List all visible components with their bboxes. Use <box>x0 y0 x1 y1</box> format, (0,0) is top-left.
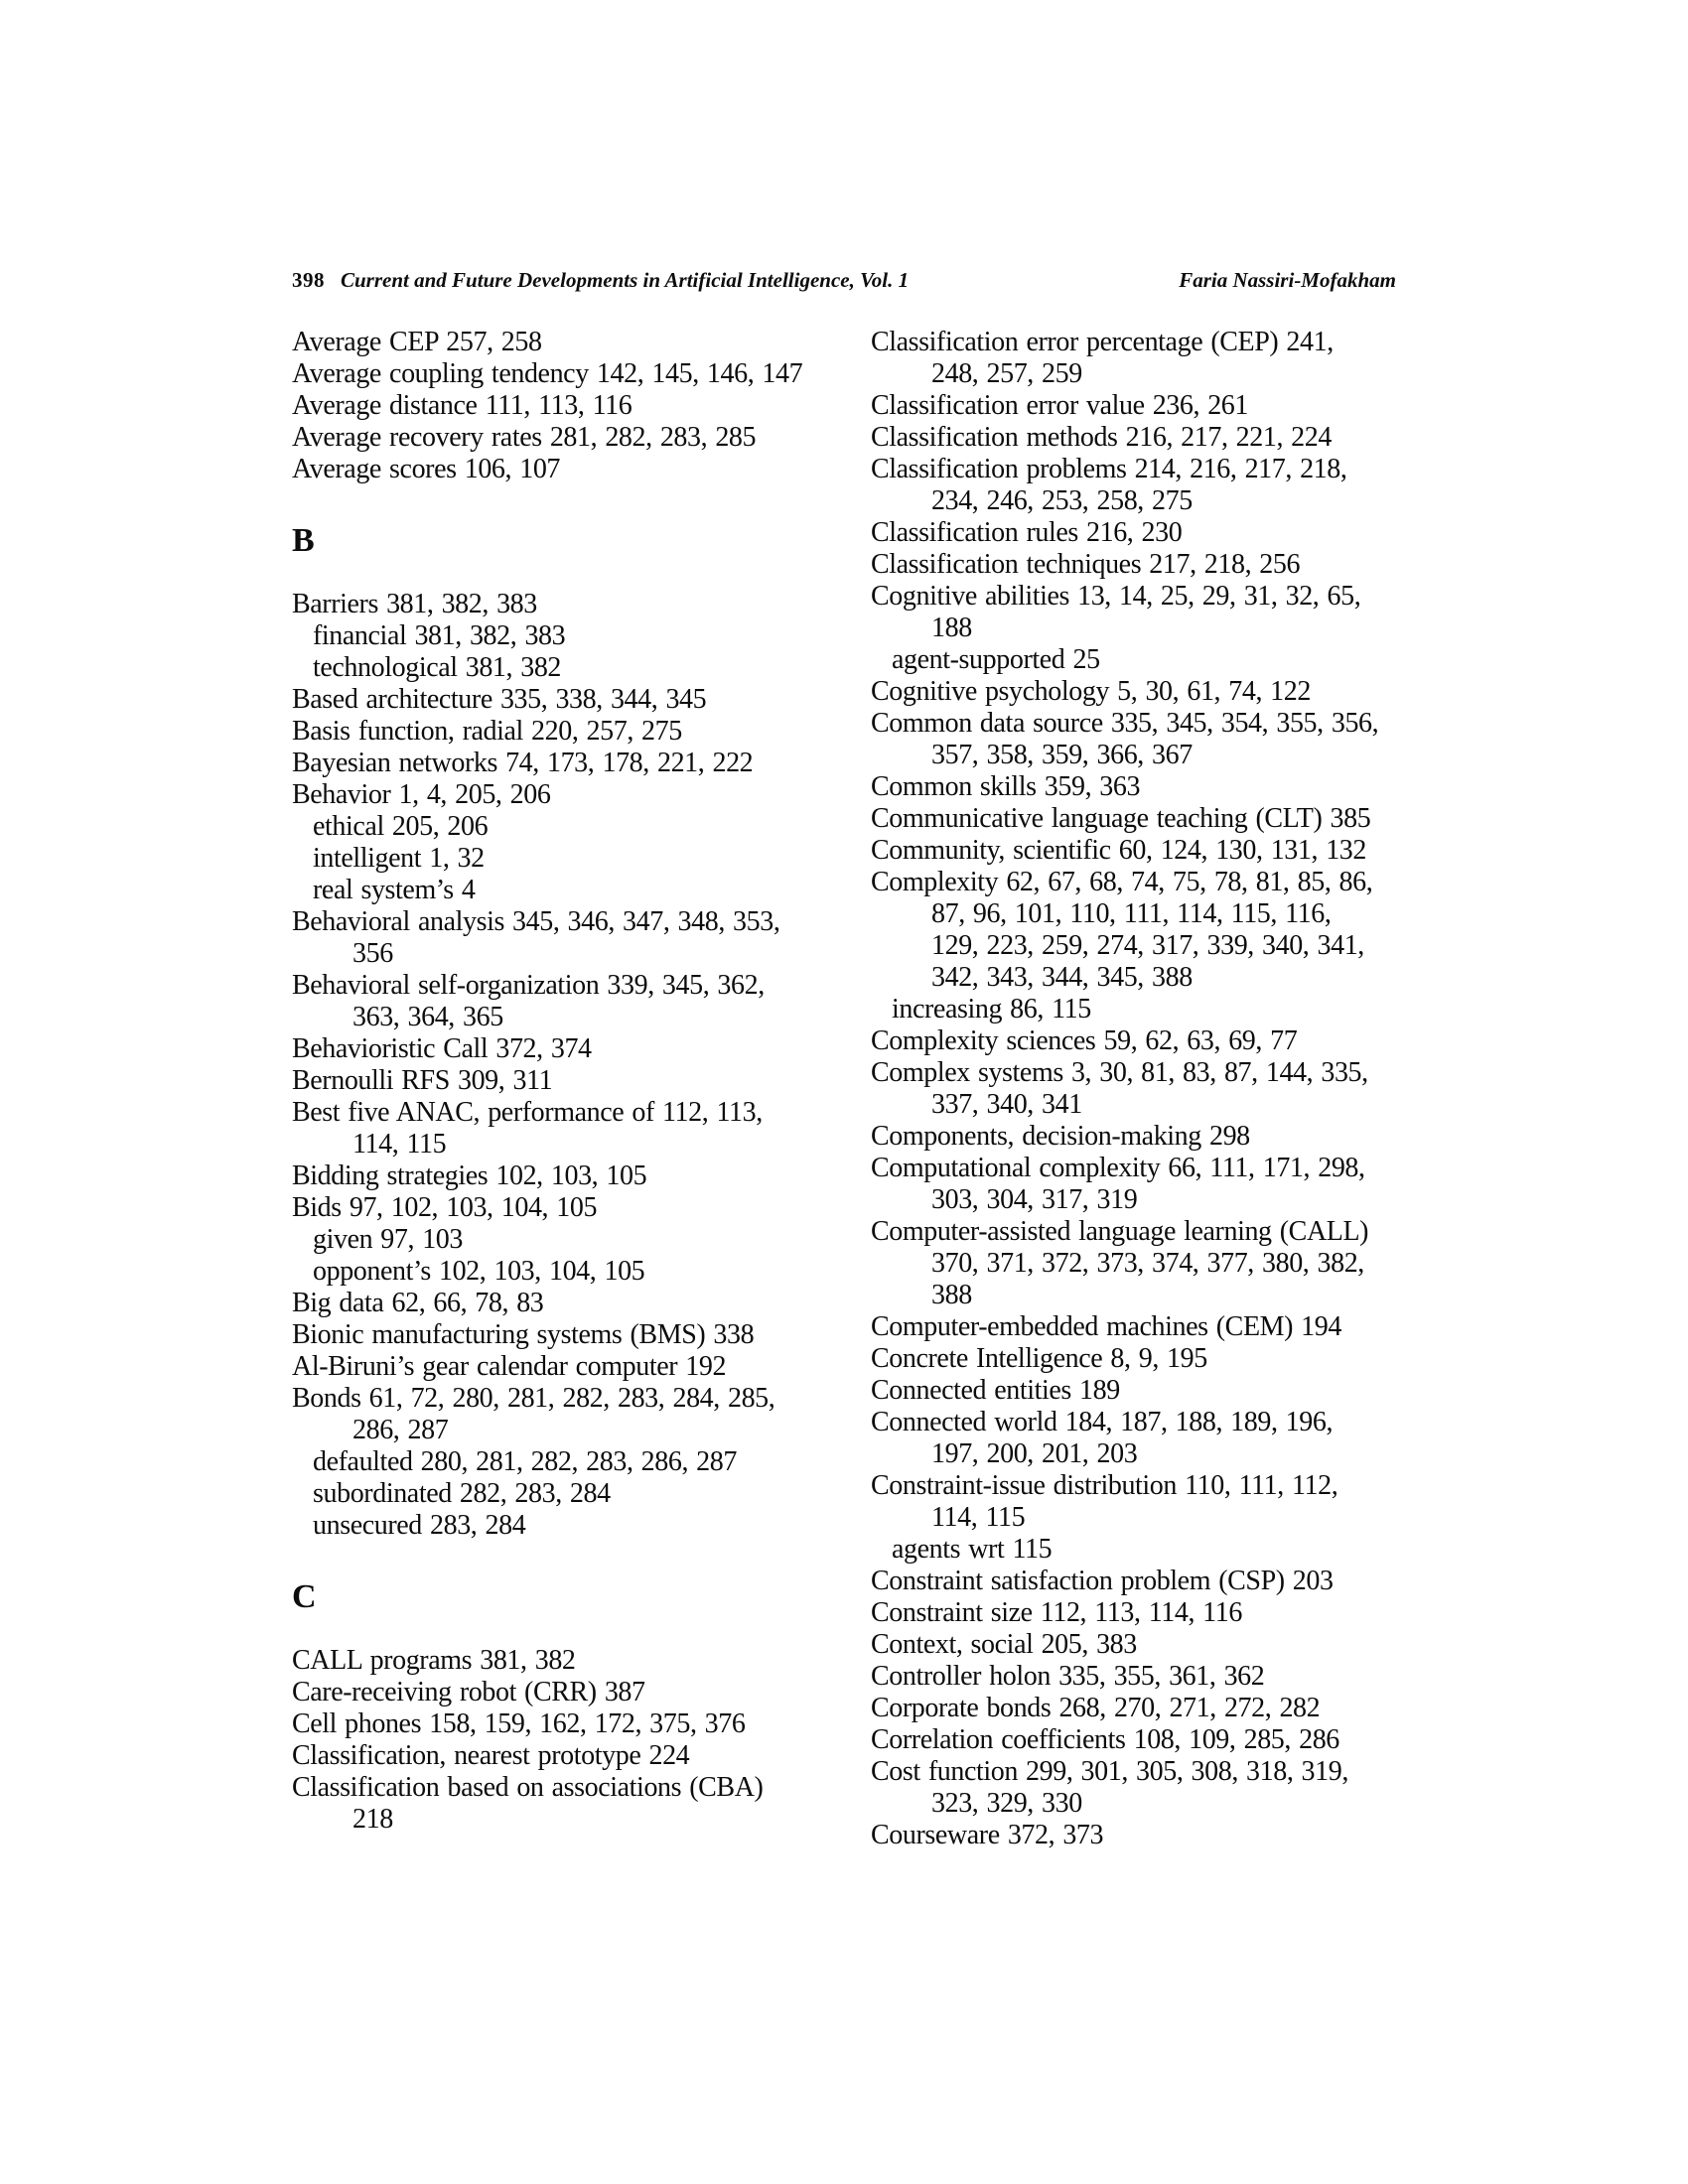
running-header <box>292 267 1396 297</box>
index-entry-line: Best five ANAC, performance of 112, 113, <box>292 1097 763 1128</box>
book-title: Current and Future Developments in Artificial Intelligence, Vol. 1 <box>341 268 910 292</box>
index-entry-line: Corporate bonds 268, 270, 271, 272, 282 <box>871 1693 1321 1723</box>
index-entry-line: Bayesian networks 74, 173, 178, 221, 222 <box>292 748 754 778</box>
running-header-left <box>292 267 909 293</box>
index-entry-line: Classification problems 214, 216, 217, 218, <box>871 454 1347 484</box>
index-entry-line: 342, 343, 344, 345, 388 <box>931 962 1193 993</box>
index-entry-line: opponent’s 102, 103, 104, 105 <box>313 1256 645 1287</box>
index-entry-line: Bonds 61, 72, 280, 281, 282, 283, 284, 285, <box>292 1383 775 1414</box>
index-entry-line: 286, 287 <box>352 1415 449 1445</box>
index-entry-line: Behavior 1, 4, 205, 206 <box>292 779 551 810</box>
index-entry-line: Courseware 372, 373 <box>871 1820 1104 1850</box>
index-entry-line: Cell phones 158, 159, 162, 172, 375, 376 <box>292 1708 746 1739</box>
index-entry-line: Complex systems 3, 30, 81, 83, 87, 144, 335, <box>871 1057 1368 1088</box>
index-entry-line: 357, 358, 359, 366, 367 <box>931 740 1193 770</box>
running-header-author: Faria Nassiri-Mofakham <box>1179 268 1396 292</box>
index-entry-line: Components, decision-making 298 <box>871 1121 1250 1152</box>
index-entry-line: 188 <box>931 613 972 643</box>
index-entry-line: given 97, 103 <box>313 1224 464 1255</box>
index-entry-line: Classification based on associations (CBA) <box>292 1772 764 1803</box>
index-entry-line: 370, 371, 372, 373, 374, 377, 380, 382, <box>931 1248 1364 1279</box>
index-entry-line: Behavioral self-organization 339, 345, 362, <box>292 970 765 1001</box>
index-entry-line: increasing 86, 115 <box>892 994 1091 1024</box>
index-entry-line: Constraint-issue distribution 110, 111, 112, <box>871 1470 1338 1501</box>
index-entry-line: technological 381, 382 <box>313 652 562 683</box>
index-entry-line: Community, scientific 60, 124, 130, 131, 132 <box>871 835 1366 866</box>
index-entry-line: Constraint size 112, 113, 114, 116 <box>871 1597 1242 1628</box>
index-entry-line: subordinated 282, 283, 284 <box>313 1478 611 1509</box>
index-entry-line: Bernoulli RFS 309, 311 <box>292 1065 553 1096</box>
index-entry-line: 303, 304, 317, 319 <box>931 1184 1138 1215</box>
index-entry-line: ethical 205, 206 <box>313 811 489 842</box>
index-entry-line: defaulted 280, 281, 282, 283, 286, 287 <box>313 1446 737 1477</box>
index-entry-line: Basis function, radial 220, 257, 275 <box>292 716 682 747</box>
index-entry-line: Bionic manufacturing systems (BMS) 338 <box>292 1319 755 1350</box>
index-entry-line: Common data source 335, 345, 354, 355, 356, <box>871 708 1379 739</box>
index-entry-line: Based architecture 335, 338, 344, 345 <box>292 684 707 715</box>
index-entry-line: 248, 257, 259 <box>931 358 1082 389</box>
index-entry-line: Classification techniques 217, 218, 256 <box>871 549 1301 580</box>
index-entry-line: 356 <box>352 938 393 969</box>
index-entry-line: financial 381, 382, 383 <box>313 620 566 651</box>
index-entry-line: Computer-embedded machines (CEM) 194 <box>871 1311 1341 1342</box>
index-entry-line: Classification error percentage (CEP) 241, <box>871 327 1334 357</box>
index-entry-line: 337, 340, 341 <box>931 1089 1082 1120</box>
index-entry-line: Classification error value 236, 261 <box>871 390 1249 421</box>
index-entry-line: 114, 115 <box>931 1502 1026 1533</box>
index-entry-line: Correlation coefficients 108, 109, 285, 286 <box>871 1724 1339 1755</box>
index-entry-line: Al-Biruni’s gear calendar computer 192 <box>292 1351 727 1382</box>
index-entry-line: 323, 329, 330 <box>931 1788 1082 1819</box>
index-entry-line: Bidding strategies 102, 103, 105 <box>292 1160 647 1191</box>
index-entry-line: Barriers 381, 382, 383 <box>292 589 537 619</box>
index-entry-line: intelligent 1, 32 <box>313 843 485 874</box>
index-entry-line: Classification methods 216, 217, 221, 224 <box>871 422 1332 453</box>
index-entry-line: Connected entities 189 <box>871 1375 1120 1406</box>
index-entry-line: 87, 96, 101, 110, 111, 114, 115, 116, <box>931 898 1332 929</box>
index-entry-line: 218 <box>352 1804 393 1835</box>
index-entry-line: 129, 223, 259, 274, 317, 339, 340, 341, <box>931 930 1364 961</box>
index-entry-line: Controller holon 335, 355, 361, 362 <box>871 1661 1265 1692</box>
index-entry-line: 363, 364, 365 <box>352 1002 503 1032</box>
index-entry-line: Complexity 62, 67, 68, 74, 75, 78, 81, 85, 86, <box>871 867 1373 897</box>
index-entry-line: Complexity sciences 59, 62, 63, 69, 77 <box>871 1025 1298 1056</box>
index-entry-line: Bids 97, 102, 103, 104, 105 <box>292 1192 598 1223</box>
index-entry-line: 388 <box>931 1280 972 1310</box>
index-column-right <box>871 327 1412 1851</box>
index-entry-line: Common skills 359, 363 <box>871 771 1141 802</box>
index-entry-line: Care-receiving robot (CRR) 387 <box>292 1677 645 1707</box>
index-entry-line: Communicative language teaching (CLT) 385 <box>871 803 1371 834</box>
index-entry-line: Average scores 106, 107 <box>292 454 561 484</box>
index-entry-line: Computer-assisted language learning (CALL) <box>871 1216 1369 1247</box>
index-entry-line: unsecured 283, 284 <box>313 1510 526 1541</box>
index-entry-line: Classification, nearest prototype 224 <box>292 1740 690 1771</box>
index-entry-line: Cognitive psychology 5, 30, 61, 74, 122 <box>871 676 1311 707</box>
index-entry-line: Context, social 205, 383 <box>871 1629 1137 1660</box>
index-entry-line: Classification rules 216, 230 <box>871 517 1183 548</box>
index-entry-line: Constraint satisfaction problem (CSP) 203 <box>871 1566 1334 1596</box>
index-entry-line: Cognitive abilities 13, 14, 25, 29, 31, 32, 65, <box>871 581 1361 612</box>
index-entry-line: Behavioral analysis 345, 346, 347, 348, 353, <box>292 906 780 937</box>
index-entry-line: 197, 200, 201, 203 <box>931 1438 1138 1469</box>
index-entry-line: real system’s 4 <box>313 875 476 905</box>
index-column-left <box>292 327 833 1836</box>
index-entry-line: Computational complexity 66, 111, 171, 298, <box>871 1153 1365 1183</box>
section-heading: B <box>292 522 315 559</box>
index-entry-line: Average recovery rates 281, 282, 283, 285 <box>292 422 757 453</box>
index-entry-line: Concrete Intelligence 8, 9, 195 <box>871 1343 1207 1374</box>
section-heading: C <box>292 1578 317 1615</box>
index-entry-line: Cost function 299, 301, 305, 308, 318, 319, <box>871 1756 1348 1787</box>
page-number: 398 <box>292 268 325 292</box>
index-entry-line: 234, 246, 253, 258, 275 <box>931 485 1193 516</box>
index-entry-line: Average CEP 257, 258 <box>292 327 542 357</box>
index-entry-line: Connected world 184, 187, 188, 189, 196, <box>871 1407 1334 1437</box>
index-entry-line: agents wrt 115 <box>892 1534 1053 1565</box>
index-entry-line: Big data 62, 66, 78, 83 <box>292 1288 544 1318</box>
index-entry-line: Behavioristic Call 372, 374 <box>292 1033 592 1064</box>
index-entry-line: CALL programs 381, 382 <box>292 1645 576 1676</box>
index-entry-line: agent-supported 25 <box>892 644 1100 675</box>
index-entry-line: Average distance 111, 113, 116 <box>292 390 633 421</box>
index-entry-line: 114, 115 <box>352 1129 447 1160</box>
index-entry-line: Average coupling tendency 142, 145, 146, 147 <box>292 358 803 389</box>
